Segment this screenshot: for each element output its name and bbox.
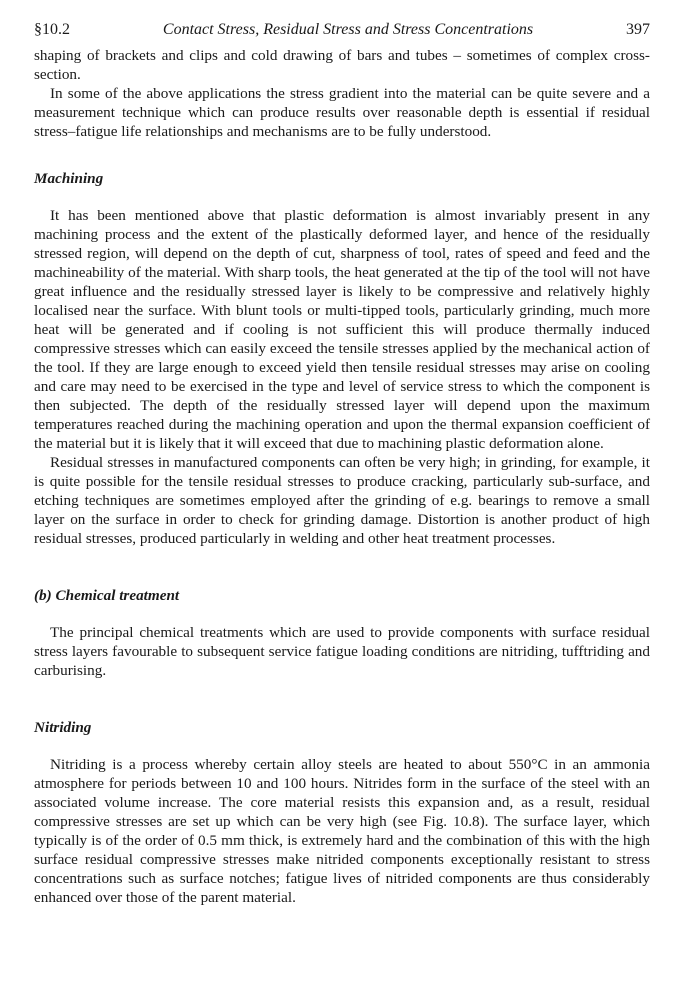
intro-paragraph-2: In some of the above applications the stress gradient into the material can be quite severe and a measurement technique which can produce results over reasonable depth is essential if residual stress–fatigue life relationships and mechanisms are to be fully understood. <box>34 85 650 140</box>
machining-paragraph-1: It has been mentioned above that plastic deformation is almost invariably present in any machining process and the extent of the plastically deformed layer, and hence of the residually stressed region, will depend on the depth of cut, sharpness of tool, rates of speed and feed and the machineability of the material. With sharp tools, the heat generated at the tip of the tool will not have great influence and the residually stressed layer is likely to be compressive and relatively highly localised near the surface. With blunt tools or multi-tipped tools, particularly grinding, much more heat will be generated and if cooling is not sufficient this will produce thermally induced compressive stresses which can easily exceed the tensile stresses applied by the mechanical action of the tool. If they are large enough to exceed yield then tensile residual stresses may arise on cooling and care may need to be exercised in the type and level of service stress to which the component is then subjected. The depth of the residually stressed layer will depend upon the maximum temperatures reached during the machining operation and upon the thermal expansion coefficient of the material but it is likely that it will exceed that due to machining plastic deformation alone. <box>34 207 650 452</box>
page-number: 397 <box>626 21 650 38</box>
chemical-treatment-paragraph: The principal chemical treatments which are used to provide components with surface residual stress layers favourable to subsequent service fatigue loading conditions are nitriding, tufftriding and carburising. <box>34 624 650 679</box>
book-page <box>34 20 650 907</box>
running-title: Contact Stress, Residual Stress and Stress Concentrations <box>162 21 534 38</box>
nitriding-paragraph: Nitriding is a process whereby certain alloy steels are heated to about 550°C in an ammonia atmosphere for periods between 10 and 100 hours. Nitrides form in the surface of the steel with an associated volume increase. The core material resists this expansion and, as a result, residual compressive stresses are set up which can be very high (see Fig. 10.8). The surface layer, which typically is of the order of 0.5 mm thick, is extremely hard and the combination of this with the high surface residual compressive stresses make nitrided components exceptionally resistant to stress concentrations such as surface notches; fatigue lives of nitrided components are thus considerably enhanced over those of the parent material. <box>34 756 650 906</box>
section-number: §10.2 <box>34 21 70 38</box>
machining-paragraph-2: Residual stresses in manufactured components can often be very high; in grinding, for example, it is quite possible for the tensile residual stresses to produce cracking, particularly sub-surface, and etching techniques are sometimes employed after the grinding of e.g. bearings to remove a small layer on the surface in order to check for grinding damage. Distortion is another product of high residual stresses, produced particularly in welding and other heat treatment processes. <box>34 454 650 547</box>
chemical-treatment-heading: (b) Chemical treatment <box>34 587 180 604</box>
nitriding-heading: Nitriding <box>34 719 92 736</box>
intro-paragraph-1: shaping of brackets and clips and cold drawing of bars and tubes – sometimes of complex cross-section. <box>34 47 650 83</box>
machining-heading: Machining <box>34 170 104 187</box>
running-head <box>34 20 650 46</box>
